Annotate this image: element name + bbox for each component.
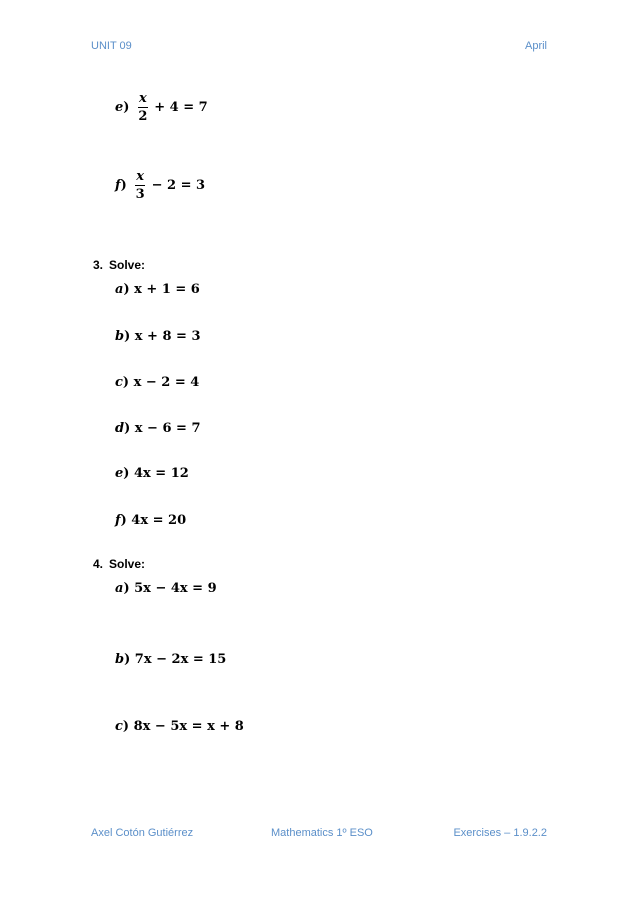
fraction: $\frac{x}{3}$ — [135, 169, 145, 202]
equation-3d: d) x − 6 = 7 — [115, 421, 201, 436]
footer-author: Axel Cotón Gutiérrez — [91, 827, 194, 839]
section-number: 3. — [93, 258, 104, 272]
header-unit: UNIT 09 — [91, 40, 132, 52]
equation-rest: − 2 = 3 — [151, 178, 206, 193]
section-number: 4. — [93, 557, 104, 571]
header-month: April — [524, 40, 547, 52]
equation-4b: b) 7x − 2x = 15 — [115, 652, 227, 667]
fraction: $\frac{x}{2}$ — [138, 91, 148, 124]
equation-3e: e) 4x = 12 — [115, 466, 189, 481]
item-label: e — [115, 100, 124, 115]
footer-exercise-code: Exercises – 1.9.2.2 — [453, 827, 547, 839]
footer-course: Mathematics 1º ESO — [271, 827, 373, 839]
equation-rest: + 4 = 7 — [154, 100, 208, 115]
section-3-heading — [93, 258, 145, 272]
item-label: f — [115, 178, 121, 193]
equation-4a: a) 5x − 4x = 9 — [115, 581, 217, 596]
equation-top-f: f) $\frac{x}{3}$ − 2 = 3 — [115, 169, 206, 202]
section-title: Solve: — [109, 557, 146, 571]
section-title: Solve: — [109, 258, 146, 272]
equation-3b: b) x + 8 = 3 — [115, 329, 201, 344]
section-4-heading — [93, 557, 145, 571]
equation-top-e: e) $\frac{x}{2}$ + 4 = 7 — [115, 91, 208, 124]
equation-3a: a) x + 1 = 6 — [115, 282, 200, 297]
equation-3f: f) 4x = 20 — [115, 513, 187, 528]
equation-3c: c) x − 2 = 4 — [115, 375, 200, 390]
equation-4c: c) 8x − 5x = x + 8 — [115, 719, 244, 734]
